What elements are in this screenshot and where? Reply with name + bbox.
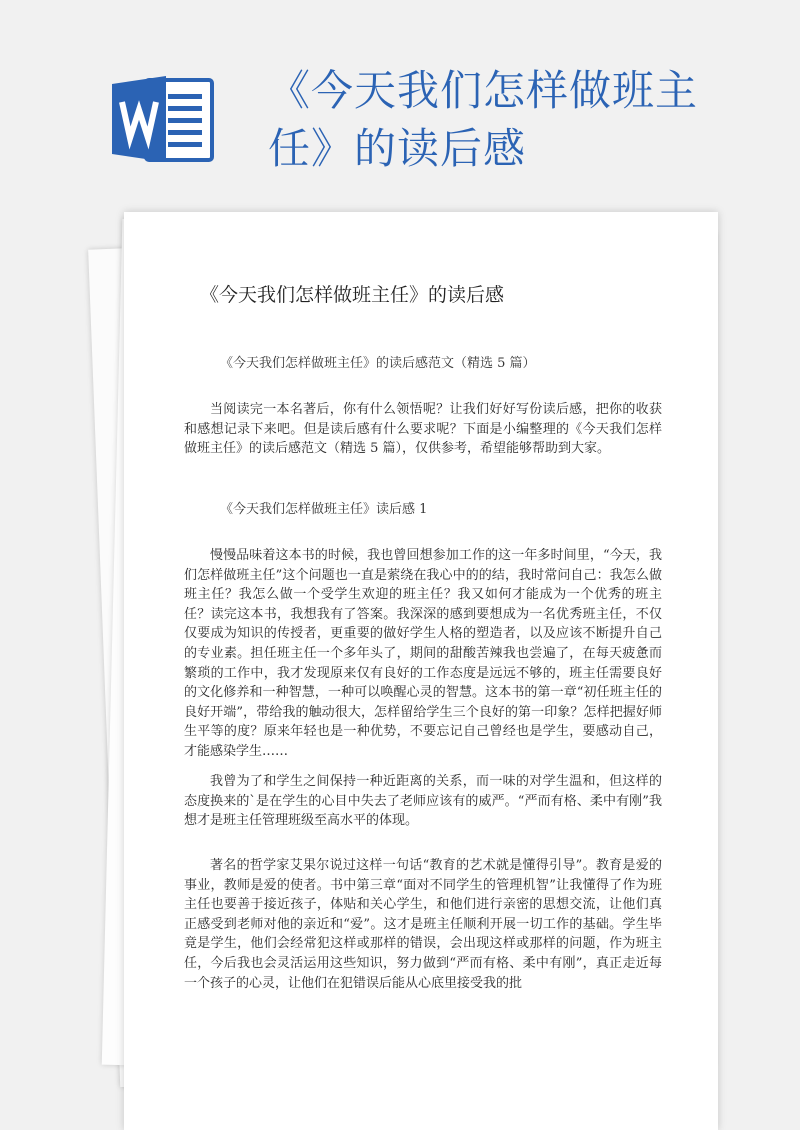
body-paragraph-1: 慢慢品味着这本书的时候，我也曾回想参加工作的这一年多时间里，“今天，我们怎样做班主任”这个问题也一直是萦绕在我心中的的结，我时常问自己：我怎么做班主任？我怎么做一个受学生欢迎的班主任？我又如何才能成为一个优秀的班主任？读完这本书，我想我有了答案。我深深的感到要想成为一名优秀班主任，不仅仅要成为知识的传授者，更重要的做好学生人格的塑造者，以及应该不断提升自己的专业素。担任班主任一个多年头了，期间的甜酸苦辣我也尝遍了，在每天疲惫而繁琐的工作中，我才发现原来仅有良好的工作态度是远远不够的，班主任需要良好的文化修养和一种智慧，一种可以唤醒心灵的智慧。这本书的第一章“初任班主任的良好开端”，带给我的触动很大，怎样留给学生三个良好的第一印象？怎样把握好师生平等的度？原来年轻也是一种优势，不要忘记自己曾经也是学生，要感动自己，才能感染学生…… bbox=[184, 548, 662, 759]
intro-paragraph: 当阅读完一本名著后，你有什么领悟呢？让我们好好写份读后感，把你的收获和感想记录下来吧。但是读后感有什么要求呢？下面是小编整理的《今天我们怎样做班主任》的读后感范文（精选 5 篇），仅供参考，希望能够帮助到大家。 bbox=[184, 402, 662, 457]
header-title: 《今天我们怎样做班主任》的读后感 bbox=[268, 66, 699, 173]
document-title: 《今天我们怎样做班主任》的读后感 bbox=[200, 284, 505, 306]
document-page bbox=[124, 212, 718, 1130]
header bbox=[0, 0, 800, 200]
body-paragraph-2: 我曾为了和学生之间保持一种近距离的关系，而一味的对学生温和，但这样的态度换来的`是在学生的心目中失去了老师应该有的威严。“严而有格、柔中有刚”我想才是班主任管理班级至高水平的体现。 bbox=[184, 774, 662, 829]
body-paragraph-3: 著名的哲学家艾果尔说过这样一句话“教育的艺术就是懂得引导”。教育是爱的事业，教师是爱的使者。书中第三章“面对不同学生的管理机智”让我懂得了作为班主任也要善于接近孩子，体贴和关心学生，和他们进行亲密的思想交流，让他们真正感受到老师对他的亲近和“爱”。这才是班主任顺利开展一切工作的基础。学生毕竟是学生，他们会经常犯这样或那样的错误，会出现这样或那样的问题，作为班主任，今后我也会灵活运用这些知识，努力做到“严而有格、柔中有刚”，真正走近每一个孩子的心灵，让他们在犯错误后能从心底里接受我的批 bbox=[184, 858, 662, 991]
document-subtitle: 《今天我们怎样做班主任》的读后感范文（精选 5 篇） bbox=[220, 356, 536, 371]
section-heading: 《今天我们怎样做班主任》读后感 1 bbox=[220, 502, 428, 517]
word-document-icon bbox=[112, 74, 216, 164]
